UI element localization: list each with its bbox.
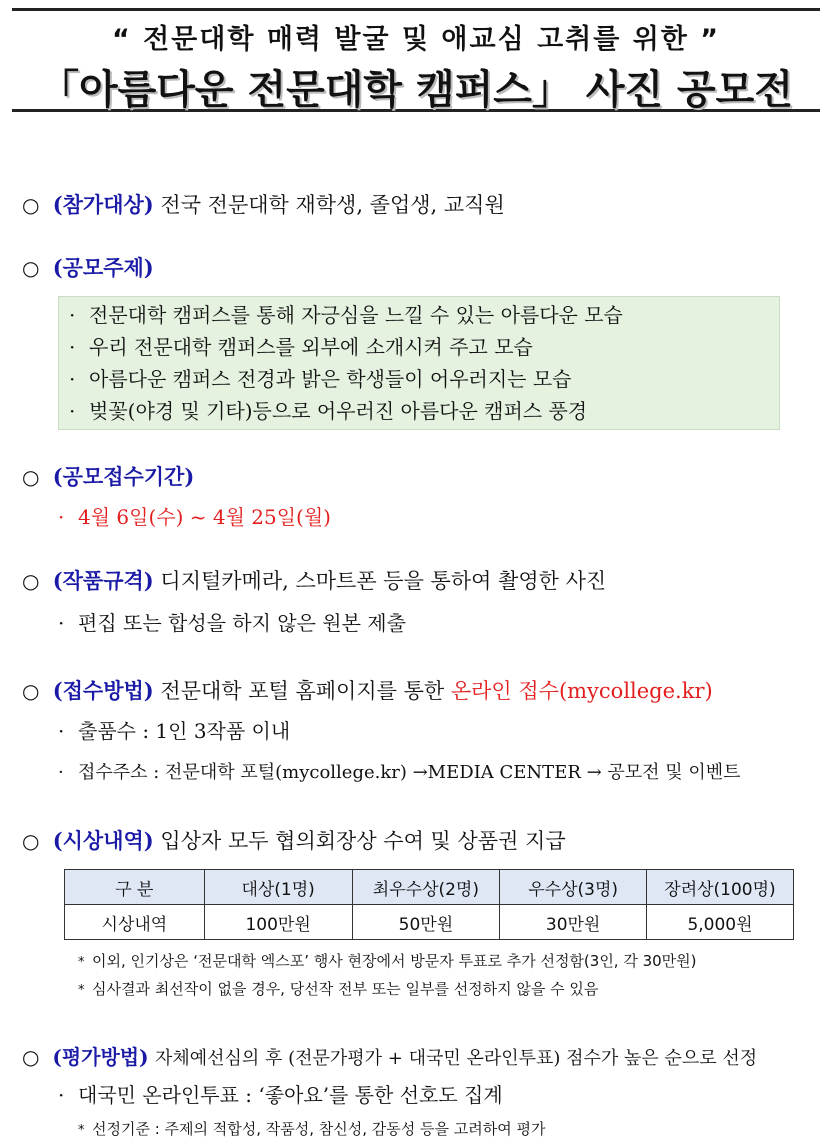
circle-bullet: ○ xyxy=(22,193,40,217)
list-item: · 대국민 온라인투표 : ‘좋아요’를 통한 선호도 집계 xyxy=(58,1083,503,1107)
online-submission-link[interactable]: 온라인 접수(mycollege.kr) xyxy=(450,679,713,703)
circle-bullet: ○ xyxy=(22,679,40,703)
table-header: 대상(1명) xyxy=(204,870,352,905)
list-item: · 아름다운 캠퍼스 전경과 밝은 학생들이 어우러지는 모습 xyxy=(69,367,572,391)
note-item: * 선정기준 : 주제의 적합성, 작품성, 참신성, 감동성 등을 고려하여 평가 xyxy=(78,1120,546,1138)
section-label: (공모주제) xyxy=(52,255,154,280)
table-header-row xyxy=(65,870,794,905)
section-value: 입상자 모두 협의회장상 수여 및 상품권 지급 xyxy=(160,829,566,853)
table-cell: 50만원 xyxy=(352,905,500,940)
section-spec xyxy=(22,566,822,638)
section-label: (접수방법) xyxy=(52,678,154,703)
period-value: · 4월 6일(수) ~ 4월 25일(월) xyxy=(58,505,331,529)
table-cell: 5,000원 xyxy=(646,905,793,940)
list-item: · 출품수 : 1인 3작품 이내 xyxy=(58,719,291,743)
table-header: 최우수상(2명) xyxy=(352,870,500,905)
section-method xyxy=(22,676,822,788)
section-value: 전문대학 포털 홈페이지를 통한 xyxy=(160,679,445,703)
section-label: (공모접수기간) xyxy=(52,464,195,489)
circle-bullet: ○ xyxy=(22,1045,40,1069)
section-theme xyxy=(22,253,822,283)
section-label: (평가방법) xyxy=(52,1045,149,1069)
section-label: (작품규격) xyxy=(52,568,154,593)
table-header: 우수상(3명) xyxy=(500,870,647,905)
header xyxy=(12,8,820,112)
note-item: * 심사결과 최선작이 없을 경우, 당선작 전부 또는 일부를 선정하지 않을 수 있음 xyxy=(78,980,599,998)
table-cell: 100만원 xyxy=(204,905,352,940)
section-label: (참가대상) xyxy=(52,192,154,217)
table-header: 구 분 xyxy=(65,870,205,905)
section-target xyxy=(22,190,822,220)
award-notes xyxy=(22,948,822,1004)
page-subtitle: “ 전문대학 매력 발굴 및 애교심 고취를 위한 ” xyxy=(111,24,721,55)
award-table xyxy=(64,869,794,940)
theme-list-box xyxy=(58,296,780,430)
circle-bullet: ○ xyxy=(22,569,40,593)
table-cell: 시상내역 xyxy=(65,905,205,940)
section-period xyxy=(22,462,822,532)
circle-bullet: ○ xyxy=(22,829,40,853)
section-value: 전국 전문대학 재학생, 졸업생, 교직원 xyxy=(160,193,505,217)
table-header: 장려상(100명) xyxy=(646,870,793,905)
page-title: 「아름다운 전문대학 캠퍼스」 사진 공모전 xyxy=(39,67,793,113)
table-row xyxy=(65,905,794,940)
circle-bullet: ○ xyxy=(22,256,40,280)
section-value: 자체예선심의 후 (전문가평가 + 대국민 온라인투표) 점수가 높은 순으로 선정 xyxy=(154,1048,758,1069)
section-award xyxy=(22,826,822,856)
section-label: (시상내역) xyxy=(52,828,154,853)
list-item: · 우리 전문대학 캠퍼스를 외부에 소개시켜 주고 모습 xyxy=(69,335,533,359)
list-item: · 전문대학 캠퍼스를 통해 자긍심을 느낄 수 있는 아름다운 모습 xyxy=(69,303,623,327)
list-item: · 접수주소 : 전문대학 포털(mycollege.kr) →MEDIA CENTER → 공모전 및 이벤트 xyxy=(58,762,741,783)
table-cell: 30만원 xyxy=(500,905,647,940)
section-value: 디지털카메라, 스마트폰 등을 통하여 촬영한 사진 xyxy=(160,569,607,593)
circle-bullet: ○ xyxy=(22,465,40,489)
note-item: * 이외, 인기상은 ‘전문대학 엑스포’ 행사 현장에서 방문자 투표로 추가 선정함(3인, 각 30만원) xyxy=(78,952,697,970)
list-item: · 벚꽃(야경 및 기타)등으로 어우러진 아름다운 캠퍼스 풍경 xyxy=(69,399,588,423)
list-item: · 편집 또는 합성을 하지 않은 원본 제출 xyxy=(58,611,406,635)
section-evaluation xyxy=(22,1042,822,1144)
